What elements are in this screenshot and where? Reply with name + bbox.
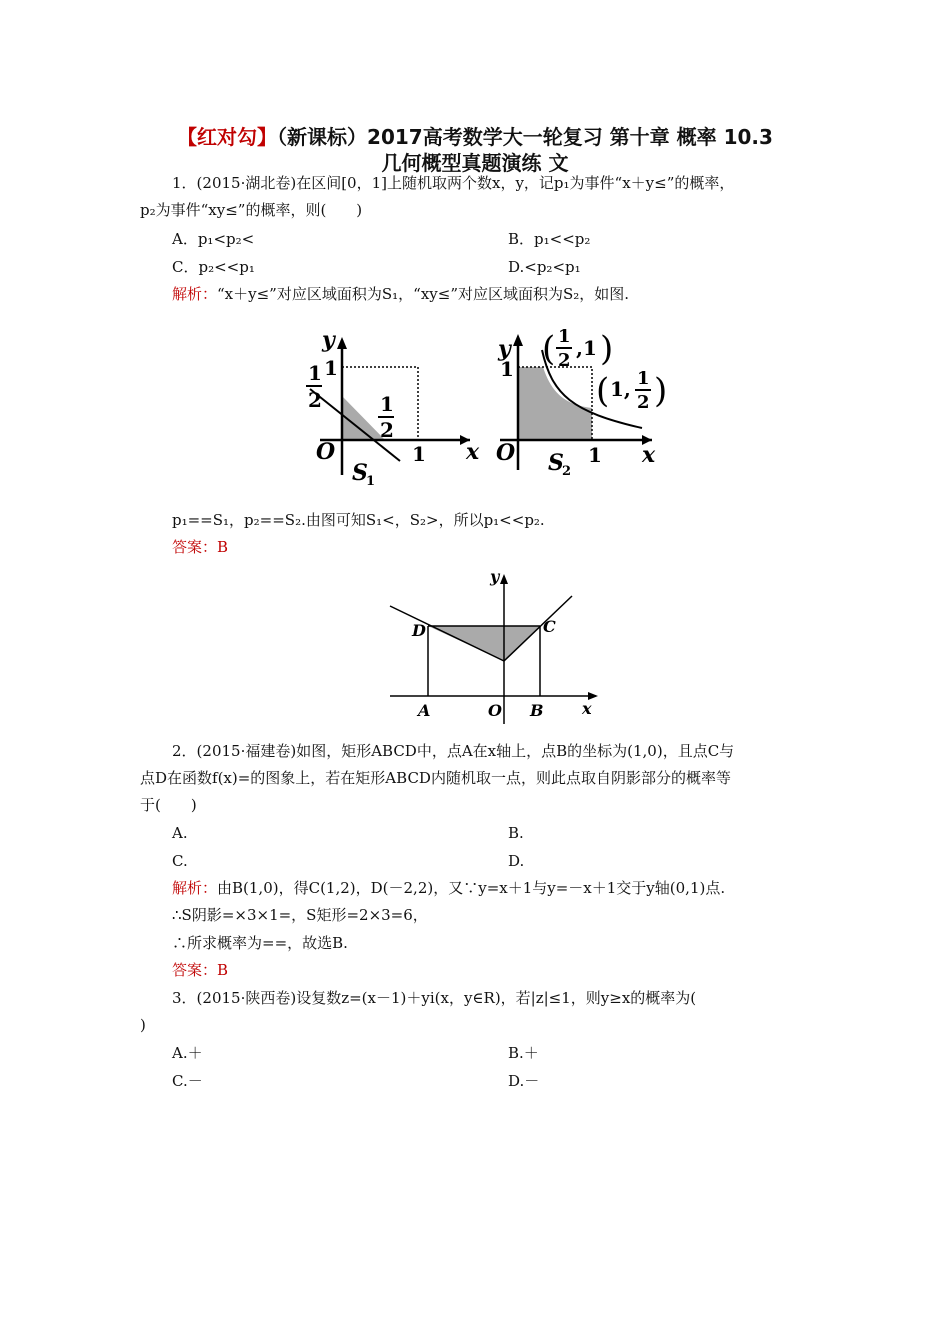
q1-option-c: C．p₂<<p₁ [172, 258, 255, 276]
analysis-text: 由B(1,0)，得C(1,2)，D(－2,2)，又∵y=x＋1与y=－x＋1交于y轴(0,1)点. [217, 879, 726, 897]
q1-option-d: D.<p₂<p₁ [508, 258, 581, 276]
label-c: C [543, 617, 556, 636]
one-x-label: 1 [588, 443, 602, 467]
origin-label: O [316, 439, 336, 465]
doc-title-line1 [0, 124, 950, 150]
s-sub: 1 [366, 474, 376, 489]
point1-num: 1 [558, 326, 571, 347]
title-rest: （新课标）2017高考数学大一轮复习 第十章 概率 10.3 [277, 125, 773, 149]
figure-s1 [300, 325, 490, 490]
point1-paren-right: ) [600, 329, 614, 369]
origin-label: O [496, 440, 516, 466]
point2-den: 2 [637, 392, 650, 413]
q3-option-a: A.＋ [172, 1044, 203, 1062]
half-right-num: 1 [380, 392, 394, 416]
label-a: A [418, 701, 431, 720]
half-left-den: 2 [308, 388, 322, 412]
y-label: y [490, 567, 500, 586]
q1-conclusion: p₁==S₁，p₂==S₂.由图可知S₁<，S₂>，所以p₁<<p₂. [172, 511, 545, 529]
q1-analysis [172, 283, 629, 305]
point2-first: 1, [610, 377, 631, 401]
q2-stem-1: 2．(2015·福建卷)如图，矩形ABCD中，点A在x轴上，点B的坐标为(1,0)，且点C与 [172, 742, 735, 760]
analysis-label: 解析： [172, 285, 218, 303]
q1-option-a: A．p₁<p₂< [172, 230, 255, 248]
analysis-label: 解析： [172, 879, 218, 897]
doc-title-line2: 几何概型真题演练 文 [381, 151, 569, 175]
x-label: x [642, 442, 656, 468]
point1-den: 2 [558, 350, 571, 371]
label-o: O [488, 701, 502, 720]
q2-analysis-line2: ∴S阴影=×3×1=，S矩形=2×3=6， [172, 906, 428, 924]
q1-option-b: B．p₁<<p₂ [508, 230, 591, 248]
point2-paren-left: ( [596, 371, 610, 411]
q1-answer: 答案：B [172, 538, 229, 556]
q2-option-a: A. [172, 824, 188, 842]
half-right-den: 2 [380, 418, 394, 442]
q2-stem-3: 于( ) [140, 796, 197, 814]
q2-answer: 答案：B [172, 961, 229, 979]
y-label: y [322, 327, 335, 353]
q2-option-c: C. [172, 852, 188, 870]
q2-analysis [172, 877, 725, 899]
q2-stem-2: 点D在函数f(x)=的图象上，若在矩形ABCD内随机取一点，则此点取自阴影部分的概率等 [140, 769, 731, 787]
s-label: S [352, 460, 368, 486]
analysis-text: “x＋y≤”对应区域面积为S₁，“xy≤”对应区域面积为S₂，如图. [217, 285, 630, 303]
one-x-label: 1 [412, 442, 426, 466]
point2-paren-right: ) [654, 371, 668, 411]
s-sub: 2 [562, 464, 572, 479]
q3-stem-2: ) [140, 1016, 146, 1034]
q1-stem-2: p₂为事件“xy≤”的概率，则( ) [140, 201, 363, 219]
q3-option-b: B.＋ [508, 1044, 539, 1062]
title-prefix: 【红对勾】 [177, 125, 278, 149]
figure-s2 [492, 320, 672, 490]
one-y-label: 1 [324, 356, 338, 380]
x-label: x [582, 699, 592, 718]
q2-option-d: D. [508, 852, 525, 870]
x-label: x [466, 439, 480, 465]
figure-rectangle-abcd [360, 566, 610, 726]
label-d: D [412, 621, 426, 640]
q3-option-d: D.－ [508, 1072, 540, 1090]
q2-analysis-line3: ∴所求概率为==，故选B. [172, 934, 348, 952]
point1-rest: ,1 [576, 336, 597, 360]
half-left-num: 1 [308, 361, 322, 385]
y-label: y [498, 336, 511, 362]
q3-option-c: C.－ [172, 1072, 203, 1090]
q1-stem-1: 1．(2015·湖北卷)在区间[0，1]上随机取两个数x，y，记p₁为事件“x＋y≤”的概率， [172, 174, 735, 192]
point1-paren-left: ( [542, 329, 556, 369]
s-label: S [548, 450, 564, 476]
q3-stem-1: 3．(2015·陕西卷)设复数z=(x－1)＋yi(x，y∈R)，若|z|≤1，则y≥x的概率为( [172, 989, 697, 1007]
point2-num: 1 [637, 368, 650, 389]
q2-option-b: B. [508, 824, 524, 842]
one-y-label: 1 [500, 357, 514, 381]
label-b: B [530, 701, 544, 720]
